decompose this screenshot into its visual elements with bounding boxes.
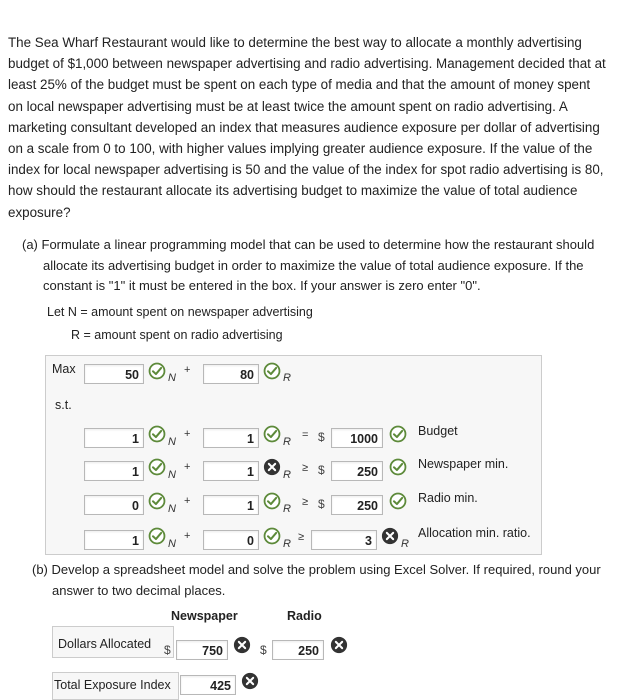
x-incorrect-icon	[330, 636, 348, 654]
check-correct-icon	[148, 458, 166, 476]
ratio-coef-r-input[interactable]: 0	[203, 530, 259, 550]
allocation-ratio-label: Allocation min. ratio.	[418, 526, 531, 540]
radio-dollars-input[interactable]: 250	[272, 640, 324, 660]
problem-statement	[8, 32, 628, 223]
problem-line: least 25% of the budget must be spent on each type of media and that the amount of money spent	[8, 77, 591, 93]
objective-coef-n-input[interactable]: 50	[84, 364, 144, 384]
var-r-label: R	[283, 469, 291, 481]
problem-line: how should the restaurant allocate its advertising budget to maximize the value of total audience	[8, 183, 578, 199]
check-correct-icon	[148, 362, 166, 380]
dollar-sign: $	[260, 643, 267, 657]
problem-line: The Sea Wharf Restaurant would like to determine the best way to allocate a monthly advertising	[8, 35, 582, 50]
check-correct-icon	[389, 425, 407, 443]
check-correct-icon	[263, 527, 281, 545]
newspaper-min-rhs-input[interactable]: 250	[331, 461, 383, 481]
check-correct-icon	[148, 527, 166, 545]
x-incorrect-icon	[263, 458, 281, 476]
max-label: Max	[52, 362, 76, 376]
geq-sign: ≥	[302, 496, 309, 508]
ratio-coef-n-input[interactable]: 1	[84, 530, 144, 550]
part-a-line: (a) Formulate a linear programming model that can be used to determine how the restaurant should	[22, 237, 595, 252]
part-b-instructions	[32, 560, 601, 601]
part-b-line: (b) Develop a spreadsheet model and solve the problem using Excel Solver. If required, round your	[32, 562, 601, 577]
var-r-label: R	[283, 372, 291, 384]
lp-model-panel	[45, 355, 542, 555]
var-r-label: R	[283, 538, 291, 550]
dollar-sign: $	[164, 643, 171, 657]
part-a-instructions	[22, 235, 594, 297]
plus-sign: +	[184, 461, 191, 473]
check-correct-icon	[148, 492, 166, 510]
var-n-label: N	[168, 503, 176, 515]
part-b-line: answer to two decimal places.	[52, 582, 226, 598]
newspaper-min-label: Newspaper min.	[418, 457, 509, 471]
radio-min-rhs-input[interactable]: 250	[331, 495, 383, 515]
geq-sign: ≥	[298, 531, 305, 543]
check-correct-icon	[263, 425, 281, 443]
problem-line: exposure?	[8, 204, 71, 220]
dollars-allocated-label: Dollars Allocated	[58, 637, 152, 651]
check-correct-icon	[148, 425, 166, 443]
budget-label: Budget	[418, 424, 458, 438]
problem-line: on a scale from 0 to 100, with higher values implying greater audience exposure. If the value of the	[8, 141, 593, 157]
budget-coef-r-input[interactable]: 1	[203, 428, 259, 448]
budget-coef-n-input[interactable]: 1	[84, 428, 144, 448]
budget-rhs-input[interactable]: 1000	[331, 428, 383, 448]
plus-sign: +	[184, 530, 191, 542]
var-n-label: N	[168, 538, 176, 550]
problem-line: index for local newspaper advertising is 50 and the value of the index for spot radio advertising is 80,	[8, 162, 604, 178]
radio-min-label: Radio min.	[418, 491, 478, 505]
x-incorrect-icon	[381, 527, 399, 545]
total-exposure-label: Total Exposure Index	[54, 678, 171, 692]
total-exposure-input[interactable]: 425	[180, 675, 236, 695]
var-n-label: N	[168, 372, 176, 384]
problem-line: on local newspaper advertising must be at least twice the amount spent on radio advertising. A	[8, 98, 568, 114]
dollar-sign: $	[318, 430, 325, 444]
problem-line: budget of $1,000 between newspaper advertising and radio advertising. Management decided that at	[8, 56, 606, 72]
newspaper-min-coef-r-input[interactable]: 1	[203, 461, 259, 481]
problem-line: marketing consultant developed an index that measures audience exposure per dollar of advertising	[8, 119, 600, 135]
newspaper-dollars-input[interactable]: 750	[176, 640, 228, 660]
plus-sign: +	[184, 364, 191, 376]
dollar-sign: $	[318, 497, 325, 511]
check-correct-icon	[389, 458, 407, 476]
var-n-label: N	[168, 436, 176, 448]
geq-sign: ≥	[302, 462, 309, 474]
let-r-definition: R = amount spent on radio advertising	[71, 328, 283, 342]
x-incorrect-icon	[233, 636, 251, 654]
plus-sign: +	[184, 495, 191, 507]
st-label: s.t.	[55, 398, 72, 412]
dollar-sign: $	[318, 463, 325, 477]
objective-coef-r-input[interactable]: 80	[203, 364, 259, 384]
newspaper-min-coef-n-input[interactable]: 1	[84, 461, 144, 481]
radio-min-coef-n-input[interactable]: 0	[84, 495, 144, 515]
newspaper-column-header: Newspaper	[171, 609, 238, 623]
check-correct-icon	[263, 362, 281, 380]
var-r-label: R	[283, 503, 291, 515]
let-n-definition: Let N = amount spent on newspaper advertising	[47, 305, 313, 319]
x-incorrect-icon	[241, 672, 259, 690]
plus-sign: +	[184, 428, 191, 440]
check-correct-icon	[263, 492, 281, 510]
var-n-label: N	[168, 469, 176, 481]
var-r-label: R	[401, 538, 409, 550]
radio-min-coef-r-input[interactable]: 1	[203, 495, 259, 515]
var-r-label: R	[283, 436, 291, 448]
check-correct-icon	[389, 492, 407, 510]
radio-column-header: Radio	[287, 609, 322, 623]
equals-sign: =	[302, 429, 309, 441]
part-a-line: allocate its advertising budget in order to maximize the value of total audience exposure. If the	[43, 257, 584, 273]
part-a-line: constant is "1" it must be entered in the box. If your answer is zero enter "0".	[43, 278, 481, 293]
ratio-rhs-input[interactable]: 3	[311, 530, 377, 550]
